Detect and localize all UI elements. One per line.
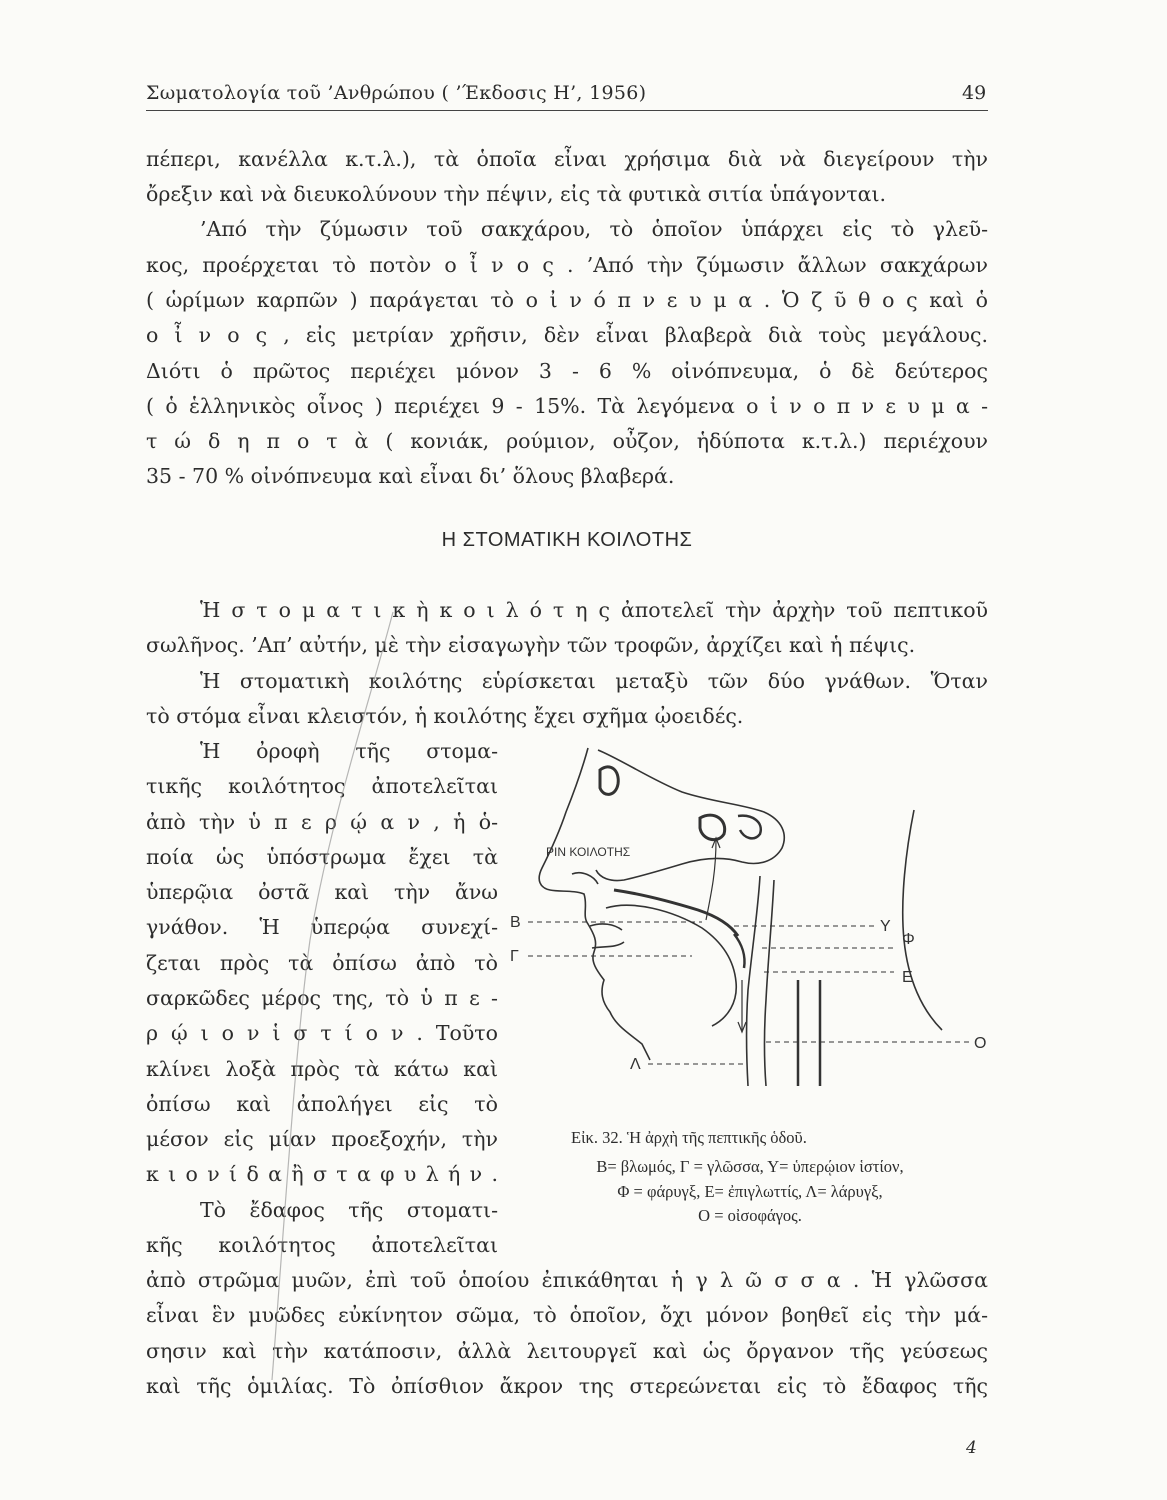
figure-caption-title: Εἰκ. 32. Ἡ ἀρχὴ τῆς πεπτικῆς ὁδοῦ.: [571, 1128, 807, 1147]
text-line: εἶναι ἓν μυῶδες εὐκίνητον σῶμα, τὸ ὁποῖον, ὄχι μόνον βοηθεῖ εἰς τὴν μά-: [146, 1303, 988, 1327]
nostril: [572, 873, 598, 884]
label-L: Λ: [630, 1056, 641, 1073]
text-line: Τὸ ἔδαφος τῆς στοματι-: [200, 1198, 498, 1222]
label-G: Γ: [510, 948, 519, 965]
text-line: Ἡ ὀροφὴ τῆς στομα-: [200, 739, 498, 763]
palate: [614, 890, 738, 936]
text-line: κλίνει λοξὰ πρὸς τὰ κάτω καὶ: [146, 1057, 498, 1081]
text-line: σαρκῶδες μέρος της, τὸ ὑ π ε -: [146, 986, 498, 1010]
tongue: [606, 905, 736, 1026]
label-E: Ε: [902, 969, 913, 986]
pharynx: [747, 876, 775, 1086]
trachea: [798, 980, 820, 1086]
text-line: ( ὡρίμων καρπῶν ) παράγεται τὸ ο ἰ ν ό π ν ε υ μ α . Ὁ ζ ῦ θ ο ς καὶ ὁ: [146, 288, 988, 312]
text-line: ἀπὸ τὴν ὑ π ε ρ ῴ α ν , ἡ ὁ-: [146, 810, 498, 834]
sinus-sphenoid: [700, 815, 725, 840]
text-line: ( ὁ ἑλληνικὸς οἶνος ) περιέχει 9 - 15%. Τὰ λεγόμενα ο ἰ ν ο π ν ε υ μ α -: [146, 394, 988, 418]
label-nasal-cavity: ΡΙΝ ΚΟΙΛΟΤΗΣ: [546, 845, 631, 859]
airflow-arrow: [706, 840, 716, 920]
text-line: ’Από τὴν ζύμωσιν τοῦ σακχάρου, τὸ ὁποῖον ὑπάρχει εἰς τὸ γλεῦ-: [200, 217, 988, 241]
label-F: Φ: [902, 931, 915, 948]
text-line: κος, προέρχεται τὸ ποτὸν ο ἶ ν ο ς . ’Από τὴν ζύμωσιν ἄλλων σακχάρων: [146, 253, 988, 277]
text-line: ζεται πρὸς τὰ ὀπίσω ἀπὸ τὸ: [146, 951, 498, 975]
figure-caption-line: Ο = οἰσοφάγος.: [698, 1206, 802, 1225]
figure-caption-line: Φ = φάρυγξ, Ε= ἐπιγλωττίς, Λ= λάρυγξ,: [617, 1182, 883, 1201]
text-line: τ ώ δ η π ο τ ὰ ( κονιάκ, ρούμιον, οὖζον, ἡδύποτα κ.τ.λ.) περιέχουν: [146, 429, 988, 453]
text-line: κῆς κοιλότητος ἀποτελεῖται: [146, 1233, 498, 1257]
label-B: Β: [510, 914, 521, 931]
label-Y: Υ: [880, 918, 891, 935]
anatomy-figure: [502, 730, 988, 1090]
neck-back: [903, 810, 942, 1030]
face-profile: [539, 748, 650, 1060]
text-line: Διότι ὁ πρῶτος περιέχει μόνον 3 - 6 % οἰνόπνευμα, ὁ δὲ δεύτερος: [146, 359, 988, 383]
text-line: ποία ὡς ὑπόστρωμα ἔχει τὰ: [146, 845, 498, 869]
text-line: ἀπὸ στρῶμα μυῶν, ἐπὶ τοῦ ὁποίου ἐπικάθηται ἡ γ λ ῶ σ σ α . Ἡ γλῶσσα: [146, 1268, 988, 1292]
sheet-number: 4: [966, 1438, 977, 1458]
page-number: 49: [962, 82, 987, 104]
text-line: κ ι ο ν ί δ α ἢ σ τ α φ υ λ ή ν .: [146, 1162, 498, 1186]
text-line: γνάθον. Ἡ ὑπερῴα συνεχί-: [146, 915, 498, 939]
text-line: τικῆς κοιλότητος ἀποτελεῖται: [146, 774, 498, 798]
text-line: ὑπερῷια ὀστᾶ καὶ τὴν ἄνω: [146, 880, 498, 904]
nasal-cavity: [596, 750, 784, 881]
figure-caption-line: Β= βλωμός, Γ = γλῶσσα, Υ= ὑπερῴιον ἱστίον,: [596, 1157, 904, 1176]
section-heading: Η ΣΤΟΜΑΤΙΚΗ ΚΟΙΛΟΤΗΣ: [441, 529, 693, 551]
text-line: σησιν καὶ τὴν κατάποσιν, ἀλλὰ λειτουργεῖ καὶ ὡς ὄργανον τῆς γεύσεως: [146, 1339, 988, 1363]
text-line: μέσον εἰς μίαν προεξοχήν, τὴν: [146, 1127, 498, 1151]
text-line: ὀπίσω καὶ ἀπολήγει εἰς τὸ: [146, 1092, 498, 1116]
header-rule: [146, 110, 988, 111]
text-line: τὸ στόμα εἶναι κλειστόν, ἡ κοιλότης ἔχει σχῆμα ᾠοειδές.: [146, 704, 744, 728]
text-line: 35 - 70 % οἰνόπνευμα καὶ εἶναι δι’ ὅλους βλαβερά.: [146, 464, 675, 488]
label-O: Ο: [974, 1035, 987, 1052]
sinus-frontal: [600, 767, 618, 795]
text-line: Ἡ στοματικὴ κοιλότης εὑρίσκεται μεταξὺ τῶν δύο γνάθων. Ὅταν: [200, 669, 988, 693]
running-title: Σωματολογία τοῦ ’Ανθρώπου ( ’Έκδοσις Η’, 1956): [146, 82, 647, 104]
turbinate: [738, 816, 761, 839]
text-line: σωλῆνος. ’Απ’ αὐτήν, μὲ τὴν εἰσαγωγὴν τῶν τροφῶν, ἀρχίζει καὶ ἡ πέψις.: [146, 633, 916, 657]
text-line: ο ἶ ν ο ς , εἰς μετρίαν χρῆσιν, δὲν εἶναι βλαβερὰ διὰ τοὺς μεγάλους.: [146, 323, 988, 347]
text-line: καὶ τῆς ὁμιλίας. Τὸ ὀπίσθιον ἄκρον της στερεώνεται εἰς τὸ ἔδαφος τῆς: [146, 1374, 988, 1398]
text-line: ὄρεξιν καὶ νὰ διευκολύνουν τὴν πέψιν, εἰς τὰ φυτικὰ σιτία ὑπάγονται.: [146, 182, 887, 206]
text-line: πέπερι, κανέλλα κ.τ.λ.), τὰ ὁποῖα εἶναι χρήσιμα διὰ νὰ διεγείρουν τὴν: [146, 147, 988, 171]
text-line: Ἡ σ τ ο μ α τ ι κ ὴ κ ο ι λ ό τ η ς ἀποτελεῖ τὴν ἀρχὴν τοῦ πεπτικοῦ: [200, 598, 988, 622]
soft-palate: [734, 934, 745, 968]
text-line: ρ ῴ ι ο ν ἱ σ τ ί ο ν . Τοῦτο: [146, 1021, 498, 1045]
